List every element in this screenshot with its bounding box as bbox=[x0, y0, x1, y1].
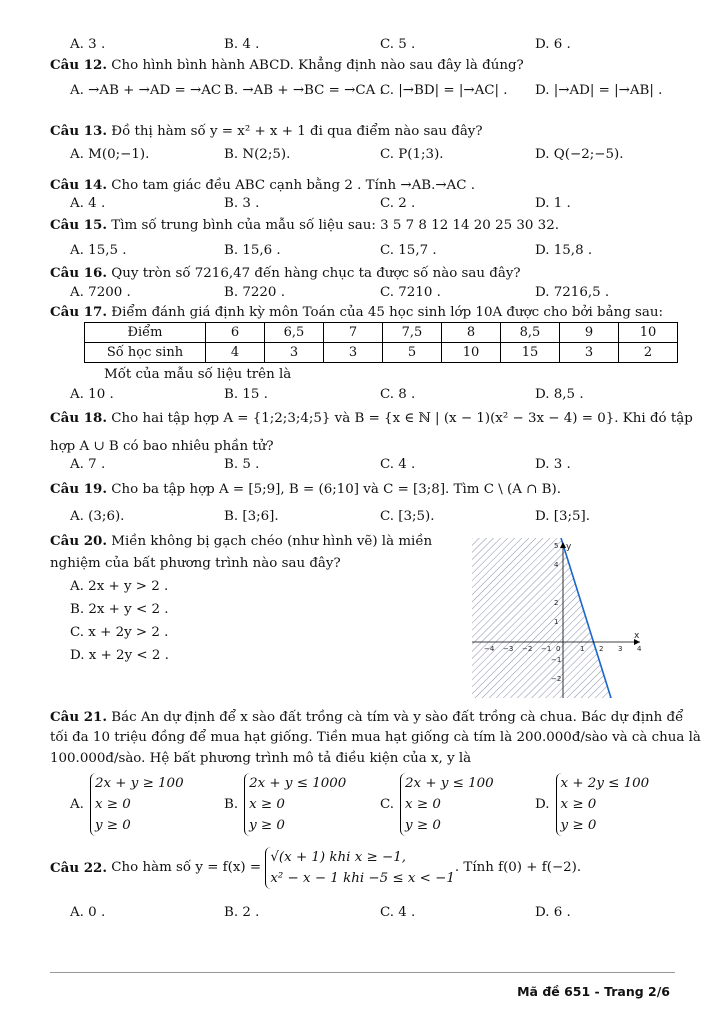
q14-option-a: A. 4 . bbox=[70, 196, 106, 211]
table-cell: 9 bbox=[560, 323, 619, 343]
table-cell-label: Số học sinh bbox=[85, 343, 206, 363]
x-tick: −3 bbox=[503, 645, 514, 653]
table-cell: 10 bbox=[619, 323, 678, 343]
q15-option-d: D. 15,8 . bbox=[535, 243, 593, 258]
q12-number: Câu 12. bbox=[50, 57, 108, 73]
q15-option-b: B. 15,6 . bbox=[224, 243, 281, 258]
q22-option-b: B. 2 . bbox=[224, 905, 260, 920]
x-axis-label: x bbox=[634, 631, 640, 641]
q21-number: Câu 21. bbox=[50, 709, 108, 725]
x-tick: 1 bbox=[580, 645, 585, 653]
q17-option-b: B. 15 . bbox=[224, 387, 268, 402]
y-tick: −1 bbox=[551, 656, 562, 664]
y-tick: 5 bbox=[554, 542, 559, 550]
q17-followup: Mốt của mẫu số liệu trên là bbox=[104, 367, 292, 382]
q21-option-c bbox=[380, 773, 494, 836]
q22-text-end: . Tính f(0) + f(−2). bbox=[454, 860, 582, 875]
q22-stem bbox=[50, 847, 581, 889]
q13-text: Đồ thị hàm số y = x² + x + 1 đi qua điểm nào sau đây? bbox=[111, 124, 483, 139]
table-cell: 7 bbox=[324, 323, 383, 343]
q17-number: Câu 17. bbox=[50, 304, 108, 320]
q15-stem bbox=[50, 216, 675, 235]
option-letter: A. bbox=[70, 796, 84, 812]
q18-option-b: B. 5 . bbox=[224, 457, 260, 472]
q20-number: Câu 20. bbox=[50, 533, 108, 549]
option-letter: B. bbox=[224, 796, 239, 812]
page-footer: Mã đề 651 - Trang 2/6 bbox=[517, 984, 670, 999]
table-cell: 3 bbox=[560, 343, 619, 363]
q22-number: Câu 22. bbox=[50, 860, 108, 876]
q19-stem bbox=[50, 480, 675, 499]
q16-text: Quy tròn số 7216,47 đến hàng chục ta được số nào sau đây? bbox=[111, 266, 521, 281]
q18-option-c: C. 4 . bbox=[380, 457, 416, 472]
q21-stem bbox=[50, 708, 684, 727]
system-row: y ≥ 0 bbox=[94, 818, 131, 833]
q11-option-c: C. 5 . bbox=[380, 37, 416, 52]
table-row-counts bbox=[85, 343, 678, 363]
q18-text: Cho hai tập hợp A = {1;2;3;4;5} và B = {x ∈ ℕ | (x − 1)(x² − 3x − 4) = 0}. Khi đó tập bbox=[111, 411, 693, 426]
q15-text: Tìm số trung bình của mẫu số liệu sau: 3 5 7 8 12 14 20 25 30 32. bbox=[111, 218, 559, 233]
q16-option-c: C. 7210 . bbox=[380, 285, 441, 300]
q14-option-b: B. 3 . bbox=[224, 196, 260, 211]
piecewise-row: √(x + 1) khi x ≥ −1, bbox=[270, 850, 406, 865]
system-row: x + 2y ≤ 100 bbox=[560, 776, 650, 791]
q18-stem-line2: hợp A ∪ B có bao nhiêu phần tử? bbox=[50, 439, 274, 454]
q21-option-a bbox=[70, 773, 184, 836]
q14-text: Cho tam giác đều ABC cạnh bằng 2 . Tính →AB.→AC . bbox=[111, 178, 475, 193]
table-cell: 7,5 bbox=[383, 323, 442, 343]
q11-option-b: B. 4 . bbox=[224, 37, 260, 52]
q13-stem bbox=[50, 122, 675, 141]
q22-option-a: A. 0 . bbox=[70, 905, 106, 920]
q16-stem bbox=[50, 264, 675, 283]
system-row: 2x + y ≤ 1000 bbox=[249, 776, 347, 791]
option-letter: D. bbox=[535, 796, 550, 812]
q20-option-a: A. 2x + y > 2 . bbox=[70, 579, 169, 594]
q18-number: Câu 18. bbox=[50, 410, 108, 426]
inequality-system bbox=[556, 773, 650, 836]
q20-hatched-region-graph bbox=[472, 538, 672, 698]
q21-stem-line2: tối đa 10 triệu đồng để mua hạt giống. Tiền mua hạt giống cà tím là 200.000đ/sào và cà chua là bbox=[50, 730, 701, 745]
q12-text: Cho hình bình hành ABCD. Khẳng định nào sau đây là đúng? bbox=[111, 58, 524, 73]
table-cell: 2 bbox=[619, 343, 678, 363]
inequality-system bbox=[244, 773, 346, 836]
q15-option-a: A. 15,5 . bbox=[70, 243, 127, 258]
table-cell: 10 bbox=[442, 343, 501, 363]
q19-option-d: D. [3;5]. bbox=[535, 509, 591, 524]
q19-text: Cho ba tập hợp A = [5;9], B = (6;10] và C = [3;8]. Tìm C \ (A ∩ B). bbox=[111, 482, 561, 497]
table-cell: 6 bbox=[206, 323, 265, 343]
piecewise-function bbox=[265, 847, 455, 889]
q16-option-d: D. 7216,5 . bbox=[535, 285, 610, 300]
q20-stem-line2: nghiệm của bất phương trình nào sau đây? bbox=[50, 556, 341, 571]
q12-stem bbox=[50, 56, 675, 75]
q14-option-c: C. 2 . bbox=[380, 196, 416, 211]
table-cell: 5 bbox=[383, 343, 442, 363]
table-cell: 3 bbox=[324, 343, 383, 363]
table-row-scores bbox=[85, 323, 678, 343]
y-tick: 1 bbox=[554, 618, 559, 626]
x-tick: −2 bbox=[522, 645, 533, 653]
q12-option-c: C. |→BD| = |→AC| . bbox=[380, 83, 508, 98]
table-cell: 6,5 bbox=[265, 323, 324, 343]
table-cell: 8 bbox=[442, 323, 501, 343]
table-cell: 4 bbox=[206, 343, 265, 363]
q20-option-b: B. 2x + y < 2 . bbox=[70, 602, 169, 617]
q12-option-a: A. →AB + →AD = →AC . bbox=[70, 83, 230, 98]
q22-option-c: C. 4 . bbox=[380, 905, 416, 920]
q14-number: Câu 14. bbox=[50, 177, 108, 193]
inequality-system bbox=[400, 773, 494, 836]
system-row: x ≥ 0 bbox=[560, 797, 597, 812]
system-row: y ≥ 0 bbox=[405, 818, 441, 833]
q20-option-c: C. x + 2y > 2 . bbox=[70, 625, 169, 640]
system-row: x ≥ 0 bbox=[94, 797, 131, 812]
q13-option-d: D. Q(−2;−5). bbox=[535, 147, 624, 162]
q12-option-b: B. →AB + →BC = →CA . bbox=[224, 83, 384, 98]
q19-number: Câu 19. bbox=[50, 481, 108, 497]
q21-option-b bbox=[224, 773, 346, 836]
q18-stem bbox=[50, 409, 693, 428]
footer-divider bbox=[50, 972, 675, 973]
q18-option-d: D. 3 . bbox=[535, 457, 571, 472]
q18-option-a: A. 7 . bbox=[70, 457, 106, 472]
q16-option-a: A. 7200 . bbox=[70, 285, 131, 300]
system-row: x ≥ 0 bbox=[405, 797, 441, 812]
x-tick: −4 bbox=[484, 645, 495, 653]
table-cell: 8,5 bbox=[501, 323, 560, 343]
q16-option-b: B. 7220 . bbox=[224, 285, 285, 300]
q13-option-a: A. M(0;−1). bbox=[70, 147, 150, 162]
q21-option-d bbox=[535, 773, 649, 836]
table-cell: 3 bbox=[265, 343, 324, 363]
q15-number: Câu 15. bbox=[50, 217, 108, 233]
q17-stem bbox=[50, 303, 675, 322]
system-row: 2x + y ≥ 100 bbox=[94, 776, 184, 791]
table-cell: 15 bbox=[501, 343, 560, 363]
q21-stem-line3: 100.000đ/sào. Hệ bất phương trình mô tả điều kiện của x, y là bbox=[50, 751, 472, 766]
q13-option-c: C. P(1;3). bbox=[380, 147, 444, 162]
system-row: x ≥ 0 bbox=[249, 797, 285, 812]
q19-option-a: A. (3;6). bbox=[70, 509, 125, 524]
q17-option-d: D. 8,5 . bbox=[535, 387, 584, 402]
y-axis-label: y bbox=[566, 542, 572, 552]
q20-option-d: D. x + 2y < 2 . bbox=[70, 648, 169, 663]
system-row: y ≥ 0 bbox=[560, 818, 597, 833]
piecewise-row: x² − x − 1 khi −5 ≤ x < −1 bbox=[270, 871, 455, 886]
q15-option-c: C. 15,7 . bbox=[380, 243, 437, 258]
grade-table bbox=[84, 322, 678, 363]
q11-option-d: D. 6 . bbox=[535, 37, 571, 52]
q20-text: Miền không bị gạch chéo (như hình vẽ) là miền bbox=[111, 534, 433, 549]
q13-number: Câu 13. bbox=[50, 123, 108, 139]
y-tick: 4 bbox=[554, 561, 559, 569]
hatched-region bbox=[472, 538, 672, 698]
q19-option-b: B. [3;6]. bbox=[224, 509, 279, 524]
q16-number: Câu 16. bbox=[50, 265, 108, 281]
y-tick: 2 bbox=[554, 599, 559, 607]
q22-option-d: D. 6 . bbox=[535, 905, 571, 920]
q11-option-a: A. 3 . bbox=[70, 37, 106, 52]
q17-option-a: A. 10 . bbox=[70, 387, 114, 402]
q14-option-d: D. 1 . bbox=[535, 196, 571, 211]
q19-option-c: C. [3;5). bbox=[380, 509, 435, 524]
y-tick: −2 bbox=[551, 675, 562, 683]
q12-option-d: D. |→AD| = |→AB| . bbox=[535, 83, 663, 98]
x-tick: −1 bbox=[541, 645, 552, 653]
system-row: y ≥ 0 bbox=[249, 818, 285, 833]
table-cell-label: Điểm bbox=[85, 323, 206, 343]
q22-text: Cho hàm số y = f(x) = bbox=[111, 860, 262, 875]
q17-option-c: C. 8 . bbox=[380, 387, 416, 402]
option-letter: C. bbox=[380, 796, 395, 812]
q21-text: Bác An dự định để x sào đất trồng cà tím và y sào đất trồng cà chua. Bác dự định để bbox=[111, 710, 684, 725]
x-tick: 2 bbox=[599, 645, 604, 653]
q17-text: Điểm đánh giá định kỳ môn Toán của 45 học sinh lớp 10A được cho bởi bảng sau: bbox=[111, 305, 664, 320]
inequality-system bbox=[90, 773, 184, 836]
system-row: 2x + y ≤ 100 bbox=[405, 776, 494, 791]
x-tick: 4 bbox=[637, 645, 642, 653]
q20-stem bbox=[50, 532, 432, 551]
q14-stem bbox=[50, 176, 675, 195]
q13-option-b: B. N(2;5). bbox=[224, 147, 291, 162]
x-tick: 0 bbox=[556, 645, 561, 653]
x-tick: 3 bbox=[618, 645, 623, 653]
